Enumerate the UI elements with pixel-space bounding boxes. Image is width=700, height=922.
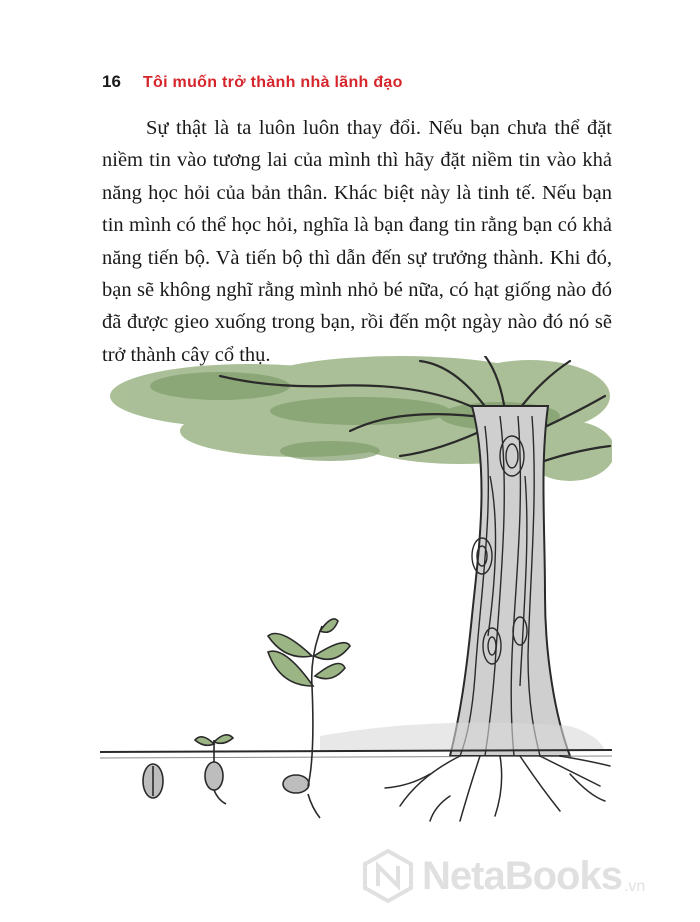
watermark [360, 848, 645, 904]
ground-shadow [320, 723, 605, 751]
seed-to-tree-illustration [100, 356, 612, 826]
page-number: 16 [102, 72, 121, 91]
seed-stage-3 [268, 619, 350, 818]
seed-stage-1 [143, 764, 163, 798]
seed-stage-2 [195, 735, 233, 804]
tree-roots [385, 756, 610, 821]
body-paragraph: Sự thật là ta luôn luôn thay đổi. Nếu bạn chưa thể đặt niềm tin vào tương lai của mình thì hãy đặt niềm tin vào khả năng học hỏi của bản thân. Khác biệt này là tinh tế. Nếu bạn tin mình có thể học hỏi, nghĩa là bạn đang tin rằng bạn có khả năng tiến bộ. Và tiến bộ thì dẫn đến sự trưởng thành. Khi đó, bạn sẽ không nghĩ rằng mình nhỏ bé nữa, có hạt giống nào đó đã được gieo xuống trong bạn, rồi đến một ngày nào đó nó sẽ trở thành cây cổ thụ. [102, 117, 612, 366]
watermark-suffix: .vn [623, 878, 646, 895]
watermark-brand: NetaBooks [422, 853, 622, 898]
netabooks-logo-icon [360, 848, 416, 904]
chapter-title: Tôi muốn trở thành nhà lãnh đạo [142, 74, 403, 91]
page-header [102, 72, 403, 92]
